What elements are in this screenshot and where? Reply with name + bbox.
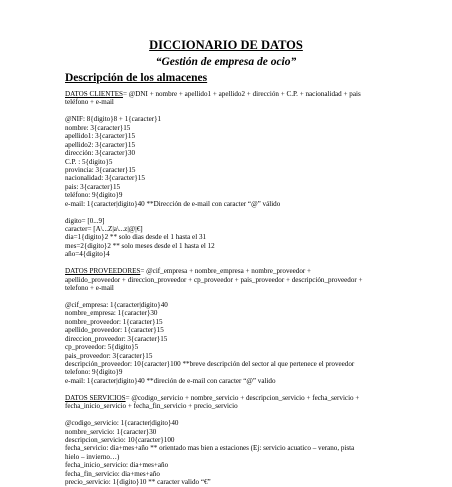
field-line: @NIF: 8{digito}8 + 1{caracter}1	[65, 115, 162, 124]
proveedores-label: DATOS PROVEEDORES	[65, 267, 141, 276]
type-line: caracter= [A\...Z|a\...z|@|€]	[65, 225, 143, 233]
field-line: direccion_proveedor: 3{caracter}15	[65, 334, 168, 343]
clientes-definition-text: = @DNI + nombre + apellido1 + apellido2 + dirección + C.P. + nacionalidad + pais	[123, 90, 361, 98]
field-line: fecha_inicio_servicio: dia+mes+año	[65, 461, 169, 470]
type-line: digito= [0...9]	[65, 216, 105, 225]
field-line: dirección: 3{caracter}30	[65, 149, 136, 158]
field-line: hielo – invierno…)	[65, 452, 120, 461]
field-line: provincia: 3{caracter}15	[65, 165, 136, 174]
field-line: @codigo_servicio: 1{caracter|digito}40	[65, 419, 179, 428]
field-line: e-mail: 1{caracter|digito}40 **Dirección de e-mail con caracter “@” válido	[65, 199, 281, 208]
field-line: descripcion_servicio: 10{caracter}100	[65, 435, 175, 444]
field-line: nombre_empresa: 1{caracter}30	[65, 309, 158, 318]
field-line: apellido1: 3{caracter}15	[65, 132, 136, 141]
field-line: teléfono: 9{digito}9	[65, 191, 123, 200]
type-line: año=4{digito}4	[65, 250, 110, 259]
field-line: pais: 3{caracter}15	[65, 182, 121, 191]
field-line: fecha_servicio: dia+mes+año ** orientado mas bien a estaciones (Ej: servicio acuatico – verano, pista	[65, 444, 355, 453]
field-line: @cif_empresa: 1{caracter|digito}40	[65, 300, 168, 309]
document-subtitle: “Gestión de empresa de ocio”	[155, 56, 297, 68]
field-line: fecha_fin_servicio: dia+mes+año	[65, 469, 160, 478]
type-line: dia=1{digito}2 ** solo dias desde el 1 hasta el 31	[65, 233, 207, 242]
field-line: nombre: 3{caracter}15	[65, 123, 131, 132]
proveedores-definition-cont: telefono + e-mail	[65, 284, 114, 293]
servicios-label: DATOS SERVICIOS	[65, 393, 126, 402]
clientes-definition	[65, 90, 445, 98]
field-line: apellido2: 3{caracter}15	[65, 140, 136, 149]
field-line: e-mail: 1{caracter|digito}40 **direción de e-mail con caracter “@” valido	[65, 376, 276, 385]
document-title: DICCIONARIO DE DATOS	[149, 38, 303, 52]
field-line: telefono: 9{digito}9	[65, 368, 123, 377]
field-line: apellido_proveedor: 1{caracter}15	[65, 326, 164, 335]
servicios-definition-text: = @codigo_servicio + nombre_servicio + descripcion_servicio + fecha_servicio +	[125, 393, 360, 402]
clientes-label: DATOS CLIENTES	[65, 90, 123, 98]
servicios-definition	[65, 394, 445, 402]
field-line: descripción_proveedor: 10{caracter}100 **breve descripción del sector al que pertenece el proveedor	[65, 360, 355, 368]
type-line: mes=2{digito}2 ** solo meses desde el 1 hasta el 12	[65, 241, 215, 250]
field-line: nacionalidad: 3{caracter}15	[65, 174, 145, 183]
field-line: nombre_proveedor: 1{caracter}15	[65, 317, 163, 326]
field-line: C.P. : 5{digito}5	[65, 157, 113, 166]
field-line: cp_proveedor: 5{digito}5	[65, 343, 139, 352]
clientes-definition-cont: teléfono + e-mail	[65, 98, 114, 107]
field-line: precio_servicio: 1{digito}10 ** caracter valido “€”	[65, 478, 211, 487]
proveedores-definition-text: = @cif_empresa + nombre_empresa + nombre_proveedor +	[140, 267, 312, 276]
servicios-definition-cont: fecha_inicio_servicio + fecha_fin_servicio + precio_servicio	[65, 402, 238, 411]
section-heading: Descripción de los almacenes	[65, 72, 208, 84]
document-body	[65, 90, 445, 487]
field-line: pais_proveedor: 3{caracter}15	[65, 351, 153, 360]
proveedores-definition	[65, 267, 445, 275]
proveedores-definition-cont: apellido_proveedor + direccion_proveedor + cp_proveedor + pais_proveedor + descripción_proveedor +	[65, 275, 363, 284]
field-line: nombre_servicio: 1{caracter}30	[65, 427, 157, 436]
